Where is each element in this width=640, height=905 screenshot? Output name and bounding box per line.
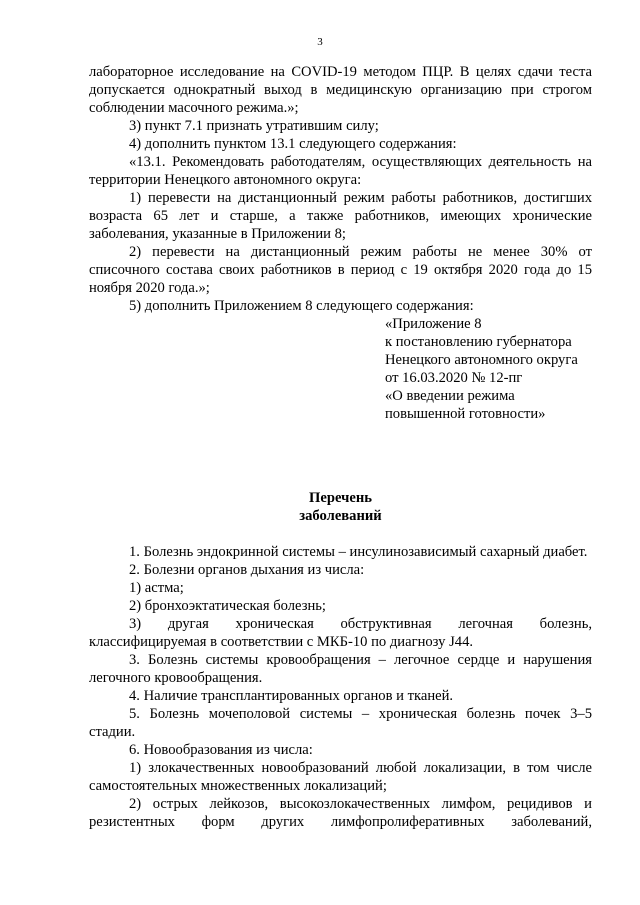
list-subitem: 2) бронхоэктатическая болезнь; [129,598,326,614]
annex-line: Ненецкого автономного округа [385,352,578,368]
spacer [89,423,592,489]
list-subitem: 3) другая хроническая обструктивная легочная болезнь, классифицируемая в соответствии с МКБ-10 по диагнозу J44. [89,616,592,650]
list-subitem: 2) острых лейкозов, высокозлокачественных лимфом, рецидивов и резистентных форм других лимфопролиферативных заболеваний, [89,796,592,830]
paragraph-item-5: 5) дополнить Приложением 8 следующего содержания: [129,298,474,314]
disease-list [89,543,592,831]
page-number: 3 [317,36,323,48]
document-title [89,489,592,525]
annex-header [89,315,592,423]
spacer [89,525,592,543]
list-item: 6. Новообразования из числа: [129,742,313,758]
list-subitem: 1) злокачественных новообразований любой локализации, в том числе самостоятельных множественных локализаций; [89,760,592,794]
paragraph-item-4: 4) дополнить пунктом 13.1 следующего содержания: [129,136,457,152]
list-item: 1. Болезнь эндокринной системы – инсулинозависимый сахарный диабет. [129,544,588,560]
list-item: 5. Болезнь мочеполовой системы – хроническая болезнь почек 3–5 стадии. [89,706,592,740]
annex-line: к постановлению губернатора [385,334,572,350]
title-line: заболеваний [299,508,382,524]
list-item: 2. Болезни органов дыхания из числа: [129,562,365,578]
annex-line: от 16.03.2020 № 12-пг [385,370,523,386]
paragraph-13-1-sub-1: 1) перевести на дистанционный режим работы работников, достигших возраста 65 лет и старше, а также работников, имеющих хронические заболевания, указанные в Приложении 8; [89,190,592,242]
paragraph-item-3: 3) пункт 7.1 признать утратившим силу; [129,118,379,134]
annex-line: повышенной готовности» [385,406,546,422]
paragraph-13-1: «13.1. Рекомендовать работодателям, осуществляющих деятельность на территории Ненецкого автономного округа: [89,154,592,188]
annex-line: «Приложение 8 [385,316,482,332]
paragraph-covid-test: лабораторное исследование на COVID-19 методом ПЦР. В целях сдачи теста допускается однократный выход в медицинскую организацию при строгом соблюдении масочного режима.»; [89,64,592,116]
document-body [89,63,592,831]
list-item: 3. Болезнь системы кровообращения – легочное сердце и нарушения легочного кровообращения. [89,652,592,686]
title-line: Перечень [309,490,372,506]
annex-line: «О введении режима [385,388,515,404]
paragraph-13-1-sub-2: 2) перевести на дистанционный режим работы не менее 30% от списочного состава своих работников в период с 19 октября 2020 года до 15 ноября 2020 года.»; [89,244,592,296]
list-subitem: 1) астма; [129,580,184,596]
list-item: 4. Наличие трансплантированных органов и тканей. [129,688,454,704]
